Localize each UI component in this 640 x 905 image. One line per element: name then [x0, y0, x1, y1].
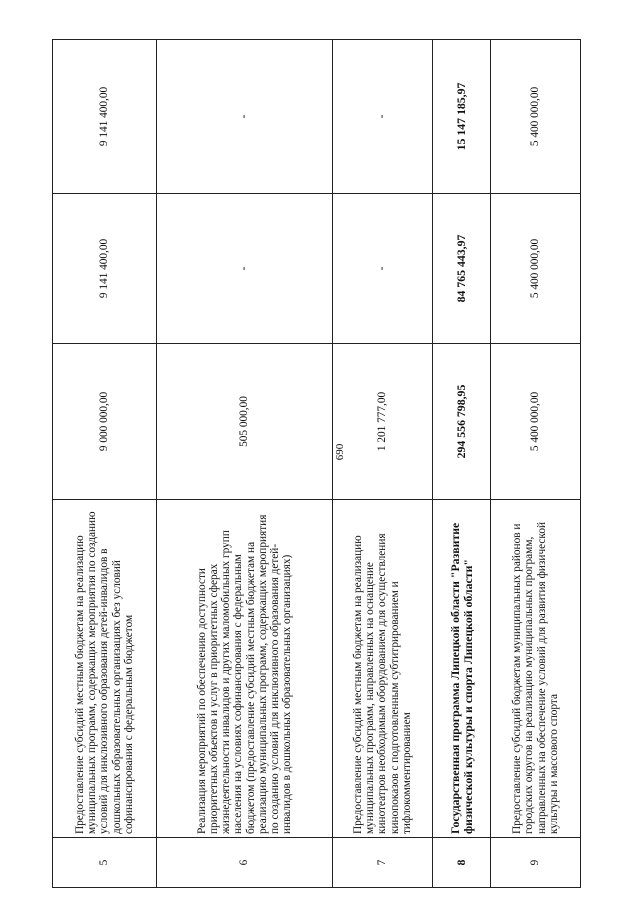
table-row: [491, 40, 581, 888]
value-col-3: -: [333, 40, 433, 194]
value-col-3: 9 141 400,00: [53, 40, 157, 194]
row-number: 6: [157, 838, 333, 888]
page-number: 690: [334, 443, 346, 461]
value-col-3: -: [157, 40, 333, 194]
rotated-table-container: [52, 40, 580, 888]
value-col-2: -: [157, 194, 333, 344]
row-description: Предоставление субсидий местным бюджетам на реализацию муниципальных программ, направленных на оснащение кинотеатров необходимым оборудованием для осуществления кинопоказов с подготовленным субтитрированием и тифлокомментированием: [333, 500, 433, 838]
budget-table: [52, 39, 581, 888]
value-col-2: 5 400 000,00: [491, 194, 581, 344]
table-row: [333, 40, 433, 888]
value-col-2: -: [333, 194, 433, 344]
row-number: 5: [53, 838, 157, 888]
table-row: [433, 40, 491, 888]
value-col-2: 9 141 400,00: [53, 194, 157, 344]
value-col-1: 505 000,00: [157, 344, 333, 500]
row-number: 7: [333, 838, 433, 888]
value-col-3: 15 147 185,97: [433, 40, 491, 194]
value-col-2: 84 765 443,97: [433, 194, 491, 344]
table-row: [53, 40, 157, 888]
row-number: 9: [491, 838, 581, 888]
value-col-1: 294 556 798,95: [433, 344, 491, 500]
row-description: Предоставление субсидий бюджетам муниципальных районов и городских округов на реализацию муниципальных программ, направленных на обеспечение условий для развития физической культуры и массового спорта: [491, 500, 581, 838]
value-col-3: 5 400 000,00: [491, 40, 581, 194]
value-col-1: 1 201 777,00: [333, 344, 433, 500]
row-number: 8: [433, 838, 491, 888]
table-row: [157, 40, 333, 888]
value-col-1: 9 000 000,00: [53, 344, 157, 500]
row-description: Государственная программа Липецкой области "Развитие физической культуры и спорта Липецкой области": [433, 500, 491, 838]
row-description: Предоставление субсидий местным бюджетам на реализацию муниципальных программ, содержащих мероприятия по созданию условий для инклюзивного образования детей-инвалидов в дошкольных образовательных организациях без условий софинансирования с федеральным бюджетом: [53, 500, 157, 838]
value-col-1: 5 400 000,00: [491, 344, 581, 500]
row-description: Реализация мероприятий по обеспечению доступности приоритетных объектов и услуг в приоритетных сферах жизнедеятельности инвалидов и других маломобильных групп населения на условиях софинансирования с федеральным бюджетом (предоставление субсидий местным бюджетам на реализацию муниципальных программ, содержащих мероприятия по созданию условий для инклюзивного образования детей-инвалидов в дошкольных образовательных организациях): [157, 500, 333, 838]
